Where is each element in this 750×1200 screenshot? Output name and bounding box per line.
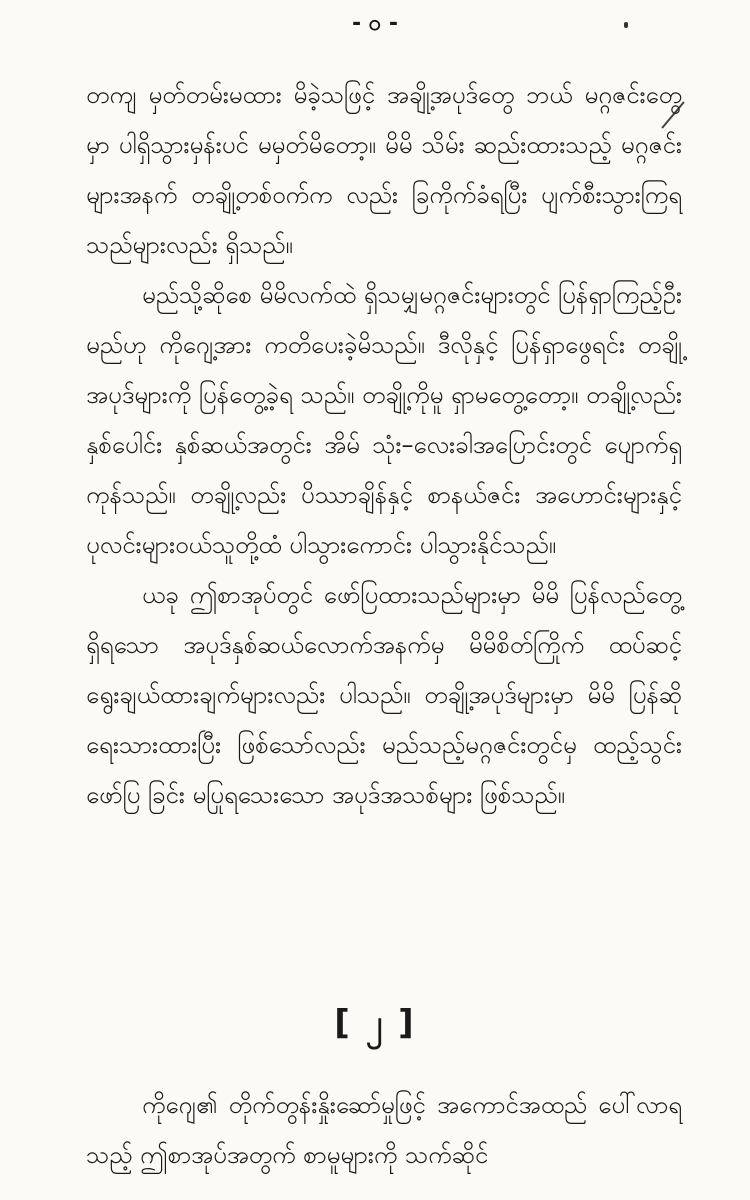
bottom-text xyxy=(86,1080,682,1180)
paragraph-3: ယခု ဤစာအုပ်တွင် ဖော်ပြထားသည်များမှာ မိမိ ပြန်လည်တွေ့ရှိရသော အပုဒ်နှစ်ဆယ်လောက်အနက်မှ မိမိစိတ်ကြိုက် ထပ်ဆင့် ရွေးချယ်ထားချက်များလည်း ပါသည်။ တချို့အပုဒ်များမှာ မိမိ ပြန်ဆိုရေးသားထားပြီး ဖြစ်သော်လည်း မည်သည့်မဂ္ဂဇင်းတွင်မှ ထည့်သွင်းဖော်ပြ ခြင်း မပြုရသေးသော အပုဒ်အသစ်များ ဖြစ်သည်။ xyxy=(86,581,682,809)
section-heading: [ ၂ ] xyxy=(334,1003,416,1043)
page-number: - ၀ - xyxy=(352,11,398,36)
paragraph-2: မည်သို့ဆိုစေ မိမိလက်ထဲ ရှိသမျှမဂ္ဂဇင်းများတွင် ပြန်ရှာကြည့်ဦးမည်ဟု ကိုဂျေ့အား ကတိပေးခဲ့မိသည်။ ဒီလိုနှင့် ပြန်ရှာဖွေရင်း တချို့အပုဒ်များကို ပြန်တွေ့ခဲ့ရ သည်။ တချို့ကိုမူ ရှာမတွေ့တော့။ တချို့လည်း နှစ်ပေါင်း နှစ်ဆယ်အတွင်း အိမ် သုံး–လေးခါအပြောင်းတွင် ပျောက်ရှ ကုန်သည်။ တချို့လည်း ပိဿာချိန်နှင့် စာနယ်ဇင်း အဟောင်းများနှင့် ပုလင်းများဝယ်သူတို့ထံ ပါသွားကောင်း ပါသွားနိုင်သည်။ xyxy=(86,281,682,559)
paragraph-4: ကိုဂျေ၏ တိုက်တွန်းနှိုးဆော်မှုဖြင့် အကောင်အထည် ပေါ်လာရသည့် ဤစာအုပ်အတွက် စာမူများကို သက်ဆိုင် xyxy=(86,1091,682,1169)
ink-dot xyxy=(624,22,628,28)
body-text xyxy=(86,70,682,820)
paragraph-1: တကျ မှတ်တမ်းမထား မိခဲ့သဖြင့် အချို့အပုဒ်တွေ ဘယ် မဂ္ဂဇင်းတွေမှာ ပါရှိသွားမှန်းပင် မမှတ်မိတော့။ မိမိ သိမ်း ဆည်းထားသည့် မဂ္ဂဇင်းများအနက် တချို့တစ်ဝက်က လည်း ခြကိုက်ခံရပြီး ပျက်စီးသွားကြရသည်များလည်း ရှိသည်။ xyxy=(86,81,682,259)
